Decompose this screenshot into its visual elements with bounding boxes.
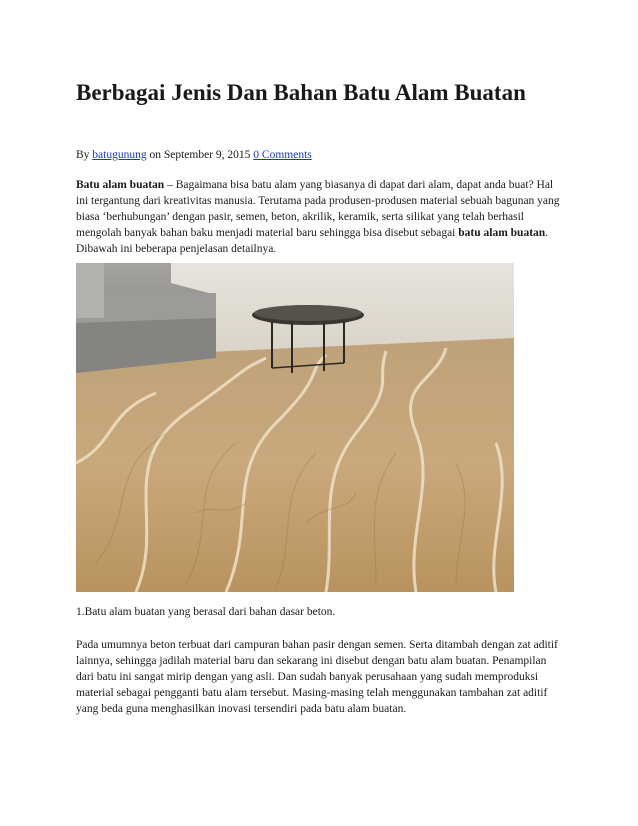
author-link[interactable]: batugunung xyxy=(92,149,147,161)
post-date: on September 9, 2015 xyxy=(149,149,251,161)
hero-image xyxy=(76,263,514,592)
intro-paragraph xyxy=(76,177,562,257)
intro-bold-keyword: batu alam buatan xyxy=(458,227,546,239)
byline xyxy=(76,148,312,162)
section-heading: 1.Batu alam buatan yang berasal dari bahan dasar beton. xyxy=(76,606,336,618)
article-title: Berbagai Jenis Dan Bahan Batu Alam Buatan xyxy=(76,80,526,105)
intro-text-2: . Dibawah ini beberapa penjelasan detailnya. xyxy=(76,227,549,255)
comments-link[interactable]: 0 Comments xyxy=(253,149,312,161)
intro-text-1: – Bagaimana bisa batu alam yang biasanya di dapat dari alam, dapat anda buat? Hal ini tergantung dari kreativitas manusia. Terutama pada produsen-produsen material sebuah bagunan yang biasa ‘berhubungan’ dengan pasir, semen, beton, akrilik, keramik, serta silikat yang telah berhasil mengolah banyak bahan baku menjadi material baru sehingga bisa disebut sebagai xyxy=(76,179,560,239)
section-body: Pada umumnya beton terbuat dari campuran bahan pasir dengan semen. Serta ditambah dengan zat aditif lainnya, sehingga jadilah material baru dan sekarang ini disebut dengan batu alam buatan. Penampilan dari batu ini sangat mirip dengan yang asli. Dan sudah banyak perusahaan yang sudah memproduksi material sebagai pengganti batu alam tersebut. Masing-masing telah menggunakan tambahan zat aditif yang beda guna menghasilkan inovasi tersendiri pada batu alam buatan. xyxy=(76,639,558,715)
byline-prefix: By xyxy=(76,149,90,161)
intro-lead-bold: Batu alam buatan xyxy=(76,179,165,191)
